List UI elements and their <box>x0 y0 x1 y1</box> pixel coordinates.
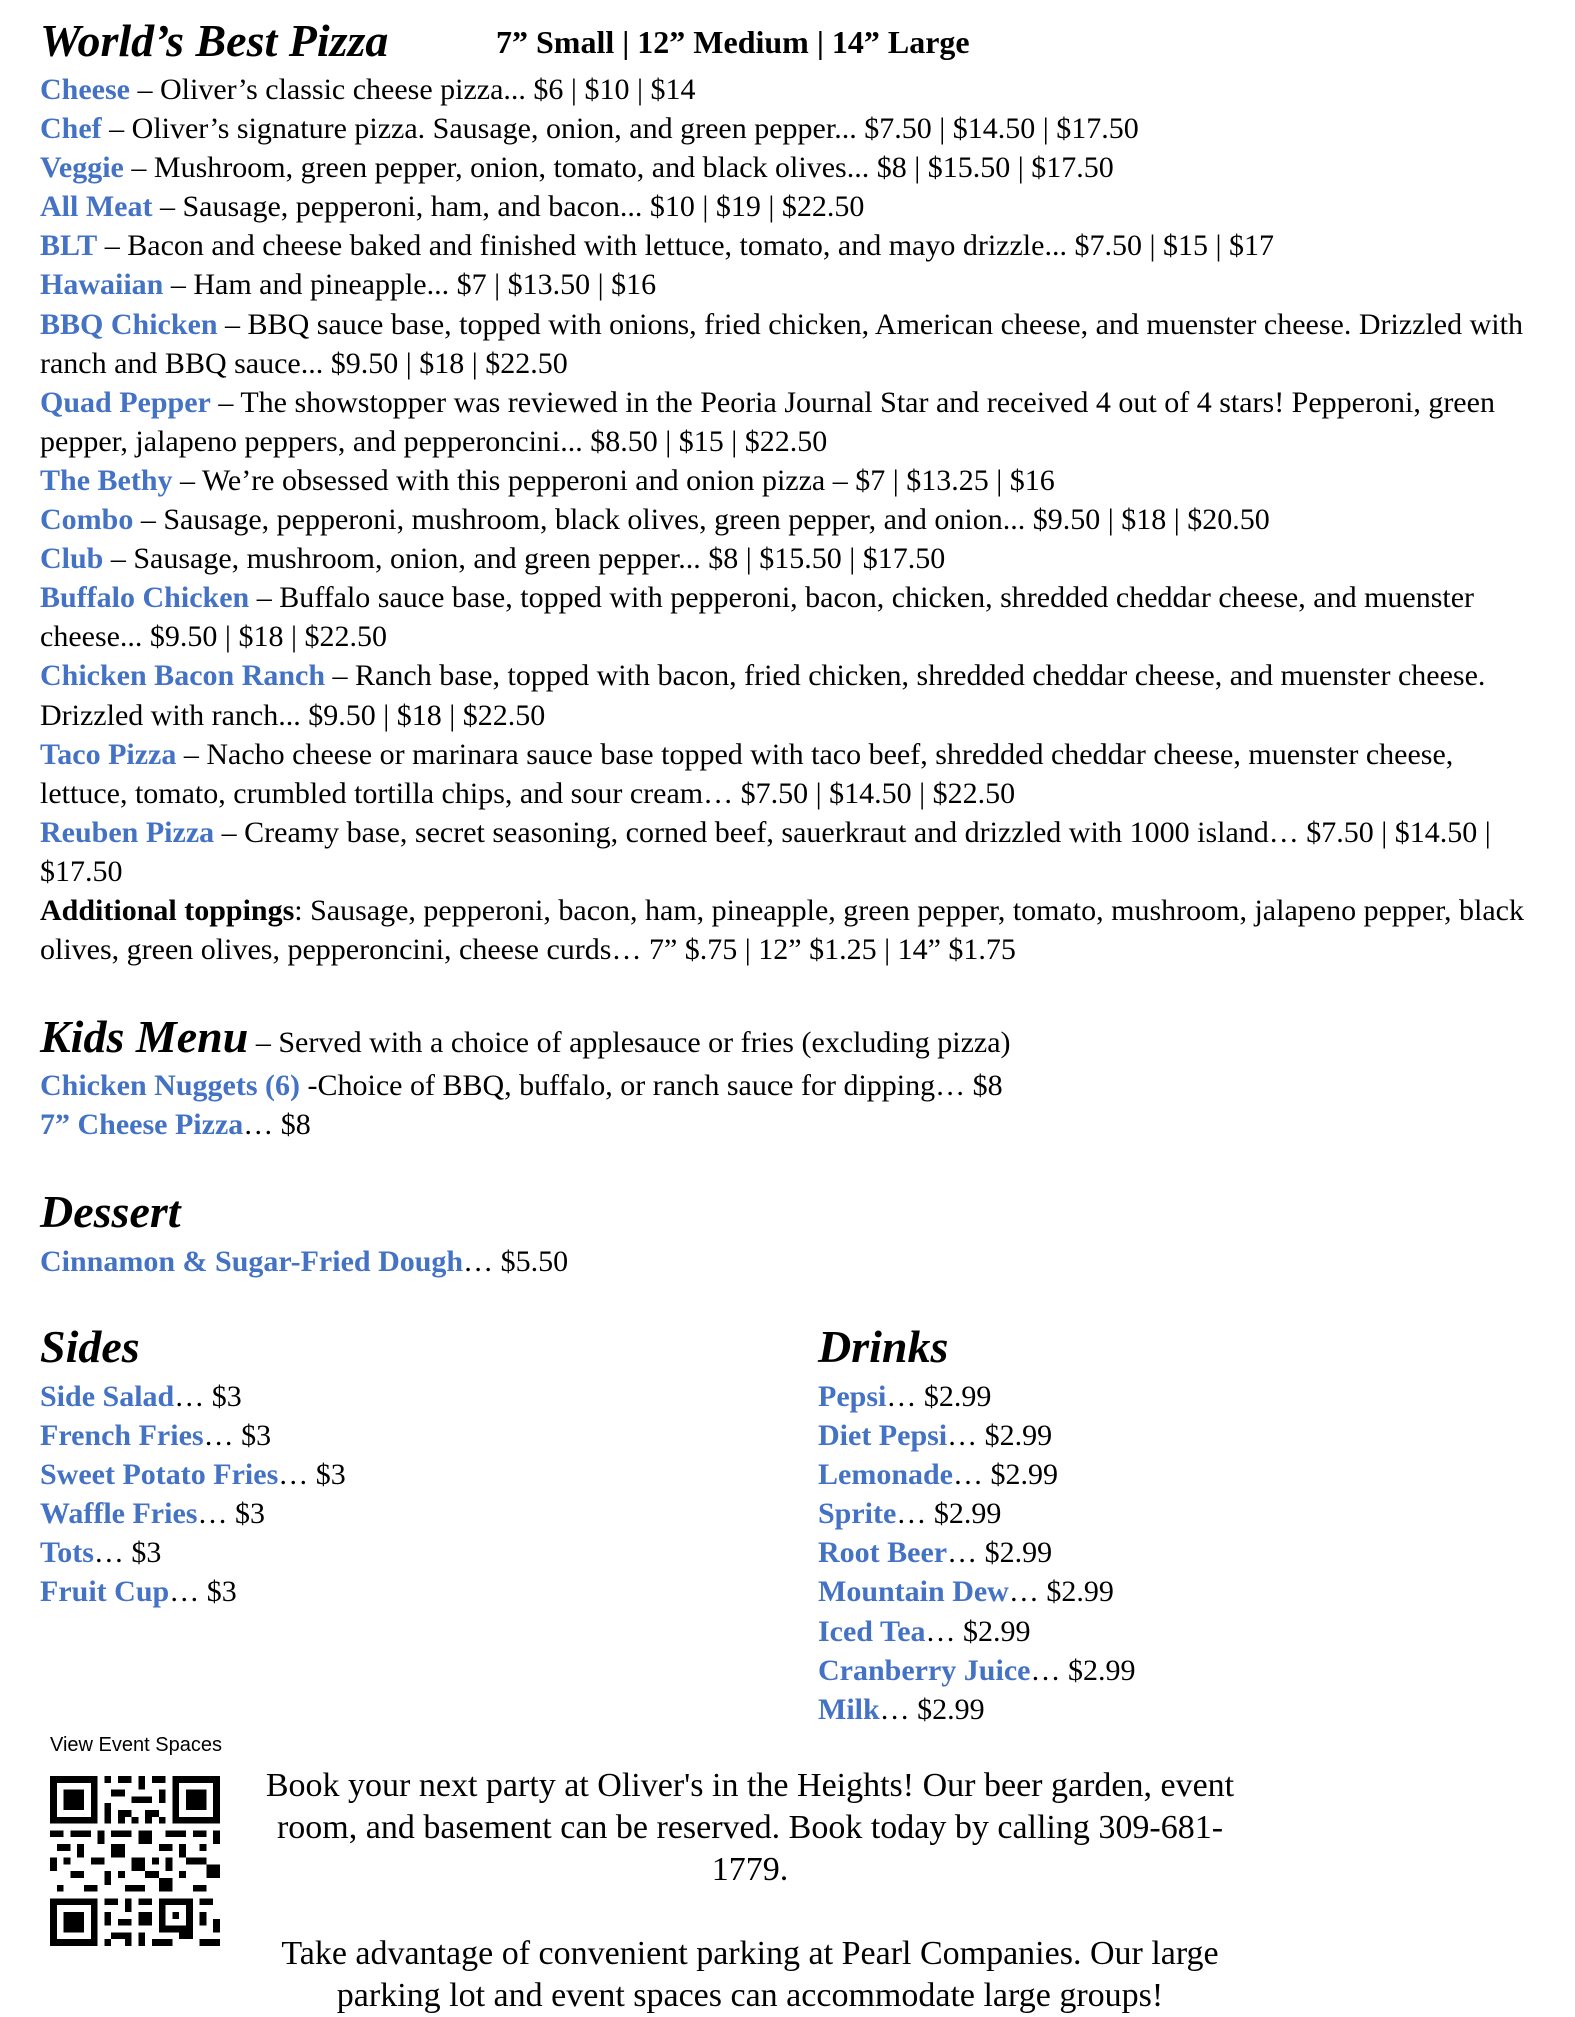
footer <box>250 1765 1250 2017</box>
item-description: – Sausage, pepperoni, mushroom, black olives, green pepper, and onion... $9.50 | $18 | $20.50 <box>133 503 1270 537</box>
item-name: Chef <box>40 112 102 146</box>
menu-item <box>40 265 1540 304</box>
item-name: Lemonade <box>818 1458 953 1492</box>
item-price: … $2.99 <box>896 1497 1002 1531</box>
item-name: Quad Pepper <box>40 385 211 419</box>
item-name: Milk <box>818 1692 880 1726</box>
item-name: Waffle Fries <box>40 1497 198 1531</box>
item-name: Side Salad <box>40 1380 175 1413</box>
item-name: Club <box>40 542 104 576</box>
menu-item <box>818 1612 1135 1651</box>
menu-item <box>40 1533 346 1572</box>
menu-item <box>40 1377 346 1416</box>
item-description: – The showstopper was reviewed in the Peoria Journal Star and received 4 out of 4 stars! Pepperoni, green pepper, jalapeno peppers, and pepperoncini... $8.50 | $15 | $22.50 <box>40 385 1495 458</box>
item-price: … $3 <box>278 1458 346 1492</box>
item-name: Sweet Potato Fries <box>40 1458 279 1492</box>
item-name: Hawaiian <box>40 268 164 302</box>
item-name: Cranberry Juice <box>818 1653 1031 1687</box>
menu-item <box>40 461 1540 500</box>
item-description: – We’re obsessed with this pepperoni and onion pizza – $7 | $13.25 | $16 <box>172 463 1055 497</box>
item-description: – Buffalo sauce base, topped with pepperoni, bacon, chicken, shredded cheddar cheese, and muenster cheese... $9.50 | $18 | $22.50 <box>40 581 1475 654</box>
item-description: – Sausage, pepperoni, ham, and bacon... $10 | $19 | $22.50 <box>152 190 865 224</box>
menu-item <box>818 1494 1135 1533</box>
menu-item <box>40 578 1540 656</box>
item-name: Tots <box>40 1536 94 1570</box>
item-name: The Bethy <box>40 463 173 497</box>
additional-toppings <box>40 891 1540 969</box>
menu-item <box>40 735 1540 813</box>
menu-item <box>40 187 1540 226</box>
kids-note: – Served with a choice of applesauce or fries (excluding pizza) <box>248 1026 1011 1059</box>
item-name: BLT <box>40 229 98 263</box>
item-price: … $3 <box>203 1419 272 1453</box>
item-price: … $3 <box>93 1536 162 1570</box>
item-name: Diet Pepsi <box>818 1419 948 1453</box>
menu-item <box>818 1572 1135 1611</box>
item-name: Pepsi <box>818 1380 887 1413</box>
item-description: … $8 <box>243 1108 311 1142</box>
item-name: Root Beer <box>818 1536 948 1570</box>
item-name: Buffalo Chicken <box>40 581 250 615</box>
item-name: Cinnamon & Sugar-Fried Dough <box>40 1245 464 1278</box>
item-description: – Oliver’s classic cheese pizza... $6 | $10 | $14 <box>129 73 696 106</box>
item-description: – Ranch base, topped with bacon, fried chicken, shredded cheddar cheese, and muenster cheese. Drizzled with ranch... $9.50 | $18 | $22.50 <box>40 659 1486 732</box>
kids-list <box>40 1066 1003 1144</box>
toppings-text: : Sausage, pepperoni, bacon, ham, pineapple, green pepper, tomato, mushroom, jalapeno pepper, black olives, green olives, pepperoncini, cheese curds… 7” $.75 | 12” $1.25 | 14” $1.75 <box>40 893 1524 967</box>
item-description: – Creamy base, secret seasoning, corned beef, sauerkraut and drizzled with 1000 island… $7.50 | $14.50 | $17.50 <box>40 815 1491 888</box>
dessert-list <box>40 1242 568 1281</box>
item-price: … $2.99 <box>879 1692 985 1726</box>
menu-item <box>40 539 1540 578</box>
item-name: Reuben Pizza <box>40 815 215 849</box>
menu-item <box>40 1242 568 1281</box>
sides-section-title: Sides <box>40 1321 140 1372</box>
menu-item <box>40 109 1540 148</box>
item-name: Mountain Dew <box>818 1575 1009 1609</box>
item-description: – BBQ sauce base, topped with onions, fried chicken, American cheese, and muenster cheese. Drizzled with ranch and BBQ sauce... $9.50 | $18 | $22.50 <box>40 307 1523 380</box>
drinks-section-title: Drinks <box>818 1321 949 1372</box>
item-name: Sprite <box>818 1497 897 1531</box>
menu-item <box>40 1066 1003 1105</box>
qr-label: View Event Spaces <box>50 1734 222 1756</box>
item-name: Combo <box>40 503 134 537</box>
footer-booking-text: Book your next party at Oliver's in the Heights! Our beer garden, event room, and basement can be reserved. Book today by calling 309-681-1779. <box>265 1767 1235 1888</box>
menu-item <box>40 500 1540 539</box>
item-description: – Ham and pineapple... $7 | $13.50 | $16 <box>163 268 657 302</box>
toppings-label: Additional toppings <box>40 893 295 927</box>
item-description: – Nacho cheese or marinara sauce base topped with taco beef, shredded cheddar cheese, muenster cheese, lettuce, tomato, crumbled tortilla chips, and sour cream… $7.50 | $14.50 | $22.50 <box>40 737 1454 810</box>
pizza-list <box>40 70 1540 969</box>
item-name: All Meat <box>40 190 153 224</box>
item-description: … $5.50 <box>463 1245 569 1278</box>
item-price: … $2.99 <box>947 1536 1053 1570</box>
item-price: … $2.99 <box>1008 1575 1114 1609</box>
menu-item <box>818 1533 1135 1572</box>
menu-item <box>40 1105 1003 1144</box>
menu-item <box>40 305 1540 383</box>
menu-item <box>40 1572 346 1611</box>
item-price: … $2.99 <box>953 1458 1058 1492</box>
item-name: Fruit Cup <box>40 1575 170 1609</box>
menu-item <box>40 1416 346 1455</box>
item-name: Veggie <box>40 151 124 185</box>
item-description: – Sausage, mushroom, onion, and green pepper... $8 | $15.50 | $17.50 <box>103 542 946 576</box>
item-description: -Choice of BBQ, buffalo, or ranch sauce for dipping… $8 <box>300 1069 1003 1102</box>
menu-item <box>818 1690 1135 1729</box>
item-price: … $3 <box>197 1497 265 1531</box>
item-price: … $3 <box>169 1575 237 1609</box>
item-name: BBQ Chicken <box>40 307 218 341</box>
qr-code-icon[interactable] <box>50 1776 220 1946</box>
menu-item <box>818 1651 1135 1690</box>
kids-section-title: Kids Menu <box>40 1011 249 1062</box>
menu-item <box>40 813 1540 891</box>
menu-item <box>40 226 1540 265</box>
item-price: … $2.99 <box>886 1380 992 1413</box>
item-name: Iced Tea <box>818 1614 926 1648</box>
menu-item <box>818 1416 1135 1455</box>
drinks-list <box>818 1377 1135 1729</box>
footer-parking-text: Take advantage of convenient parking at Pearl Companies. Our large parking lot and event spaces can accommodate large groups! <box>281 1935 1219 2014</box>
menu-item <box>818 1455 1135 1494</box>
item-description: – Mushroom, green pepper, onion, tomato, and black olives... $8 | $15.50 | $17.50 <box>123 151 1114 185</box>
item-name: Taco Pizza <box>40 737 177 771</box>
item-description: – Oliver’s signature pizza. Sausage, onion, and green pepper... $7.50 | $14.50 | $17.50 <box>101 112 1139 146</box>
item-price: … $2.99 <box>925 1614 1031 1648</box>
item-name: 7” Cheese Pizza <box>40 1108 244 1142</box>
pizza-header <box>40 14 1540 74</box>
item-price: … $3 <box>174 1380 242 1413</box>
menu-item <box>40 70 1540 109</box>
menu-item <box>40 1494 346 1533</box>
pizza-section-title: World’s Best Pizza <box>40 15 389 66</box>
menu-item <box>40 1455 346 1494</box>
menu-item <box>40 148 1540 187</box>
item-price: … $2.99 <box>1030 1653 1136 1687</box>
footer-spacer <box>250 1891 1250 1933</box>
item-name: Chicken Bacon Ranch <box>40 659 326 693</box>
menu-item <box>818 1377 1135 1416</box>
dessert-section-title: Dessert <box>40 1186 181 1237</box>
item-description: – Bacon and cheese baked and finished with lettuce, tomato, and mayo drizzle... $7.50 | $15 | $17 <box>97 229 1274 263</box>
sides-list <box>40 1377 346 1612</box>
item-name: Chicken Nuggets (6) <box>40 1069 300 1102</box>
menu-item <box>40 656 1540 734</box>
item-name: French Fries <box>40 1419 204 1453</box>
pizza-sizes: 7” Small | 12” Medium | 14” Large <box>496 24 970 60</box>
item-name: Cheese <box>40 73 130 106</box>
kids-header <box>40 1010 1011 1063</box>
item-price: … $2.99 <box>947 1419 1053 1453</box>
menu-item <box>40 383 1540 461</box>
